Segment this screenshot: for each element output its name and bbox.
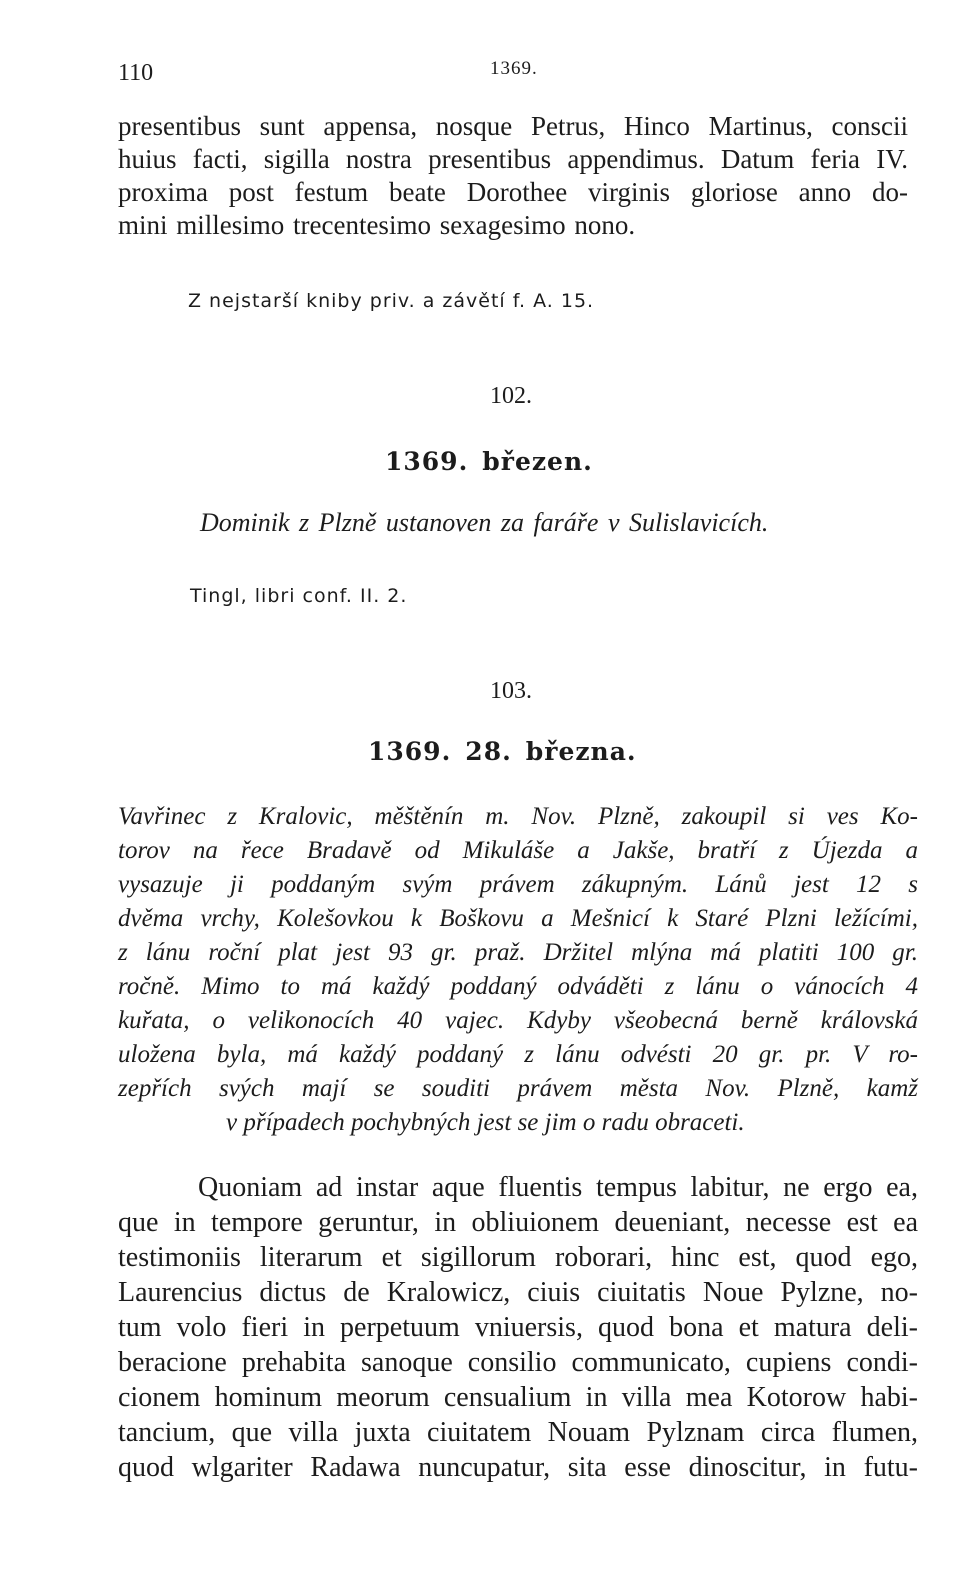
text-line: proxima post festum beate Dorothee virginis gloriose anno do- — [118, 177, 908, 207]
date-year: 1369. — [385, 447, 469, 476]
text-line: mini millesimo trecentesimo sexagesimo nono. — [118, 210, 636, 240]
regest-line: Vavřinec z Kralovic, měštěnín m. Nov. Plzně, zakoupil si ves Ko- — [118, 803, 918, 830]
regest-line: ročně. Mimo to má každý poddaný odváděti z lánu o vánocích 4 — [118, 973, 918, 1000]
running-head: 1369. — [490, 58, 538, 79]
latin-line: que in tempore geruntur, in obliuionem deueniant, necesse est ea — [118, 1207, 918, 1238]
document-date-heading — [368, 737, 651, 766]
source-citation: Z nejstarší kniby priv. a závětí f. A. 15. — [188, 290, 595, 312]
latin-line: beracione prehabita sanoque consilio communicato, cupiens condi- — [118, 1347, 918, 1378]
latin-line: Laurencius dictus de Kralowicz, ciuis ciuitatis Noue Pylzne, no- — [118, 1277, 918, 1308]
date-month: března. — [525, 737, 637, 766]
date-day: 28. — [465, 737, 512, 766]
latin-line: Quoniam ad instar aque fluentis tempus labitur, ne ergo ea, — [198, 1172, 918, 1203]
page-number: 110 — [118, 60, 154, 86]
text-line: presentibus sunt appensa, nosque Petrus, Hinco Martinus, conscii — [118, 111, 908, 141]
latin-line: tum volo fieri in perpetuum vniuersis, quod bona et matura deli- — [118, 1312, 918, 1343]
document-date-heading — [385, 447, 607, 476]
document-regest — [118, 800, 918, 1140]
regest-line: dvěma vrchy, Kolešovkou k Boškovu a Mešnicí k Staré Plzni ležícími, — [118, 905, 918, 932]
latin-line: quod wlgariter Radawa nuncupatur, sita esse dinoscitur, in futu- — [118, 1452, 918, 1483]
source-citation: Tingl, libri conf. II. 2. — [190, 585, 408, 607]
date-month: březen. — [482, 447, 593, 476]
regest-line: vysazuje ji poddaným svým právem zákupným. Lánů jest 12 s — [118, 871, 918, 898]
regest-line: v případech pochybných jest se jim o radu obraceti. — [226, 1109, 745, 1136]
regest-line: kuřata, o velikonocích 40 vajec. Kdyby všeobecná berně královská — [118, 1007, 918, 1034]
latin-line: cionem hominum meorum censualium in villa mea Kotorow habi- — [118, 1382, 918, 1413]
date-year: 1369. — [368, 737, 452, 766]
regest-line: zepřích svých mají se souditi právem města Nov. Plzně, kamž — [118, 1075, 918, 1102]
document-number: 103. — [490, 678, 532, 704]
regest-line: torov na řece Bradavě od Mikuláše a Jakše, bratří z Újezda a — [118, 837, 918, 864]
latin-charter-text — [118, 1170, 918, 1485]
regest-line: uložena byla, má každý poddaný z lánu odvésti 20 gr. pr. V ro- — [118, 1041, 918, 1068]
latin-line: testimoniis literarum et sigillorum roborari, hinc est, quod ego, — [118, 1242, 918, 1273]
document-number: 102. — [490, 383, 532, 409]
latin-line: tancium, que villa juxta ciuitatem Nouam Pylznam circa flumen, — [118, 1417, 918, 1448]
intro-paragraph — [118, 110, 908, 242]
document-summary: Dominik z Plzně ustanoven za faráře v Sulislavicích. — [200, 508, 769, 537]
text-line: huius facti, sigilla nostra presentibus appendimus. Datum feria IV. — [118, 144, 908, 174]
regest-line: z lánu roční plat jest 93 gr. praž. Držitel mlýna má platiti 100 gr. — [118, 939, 918, 966]
